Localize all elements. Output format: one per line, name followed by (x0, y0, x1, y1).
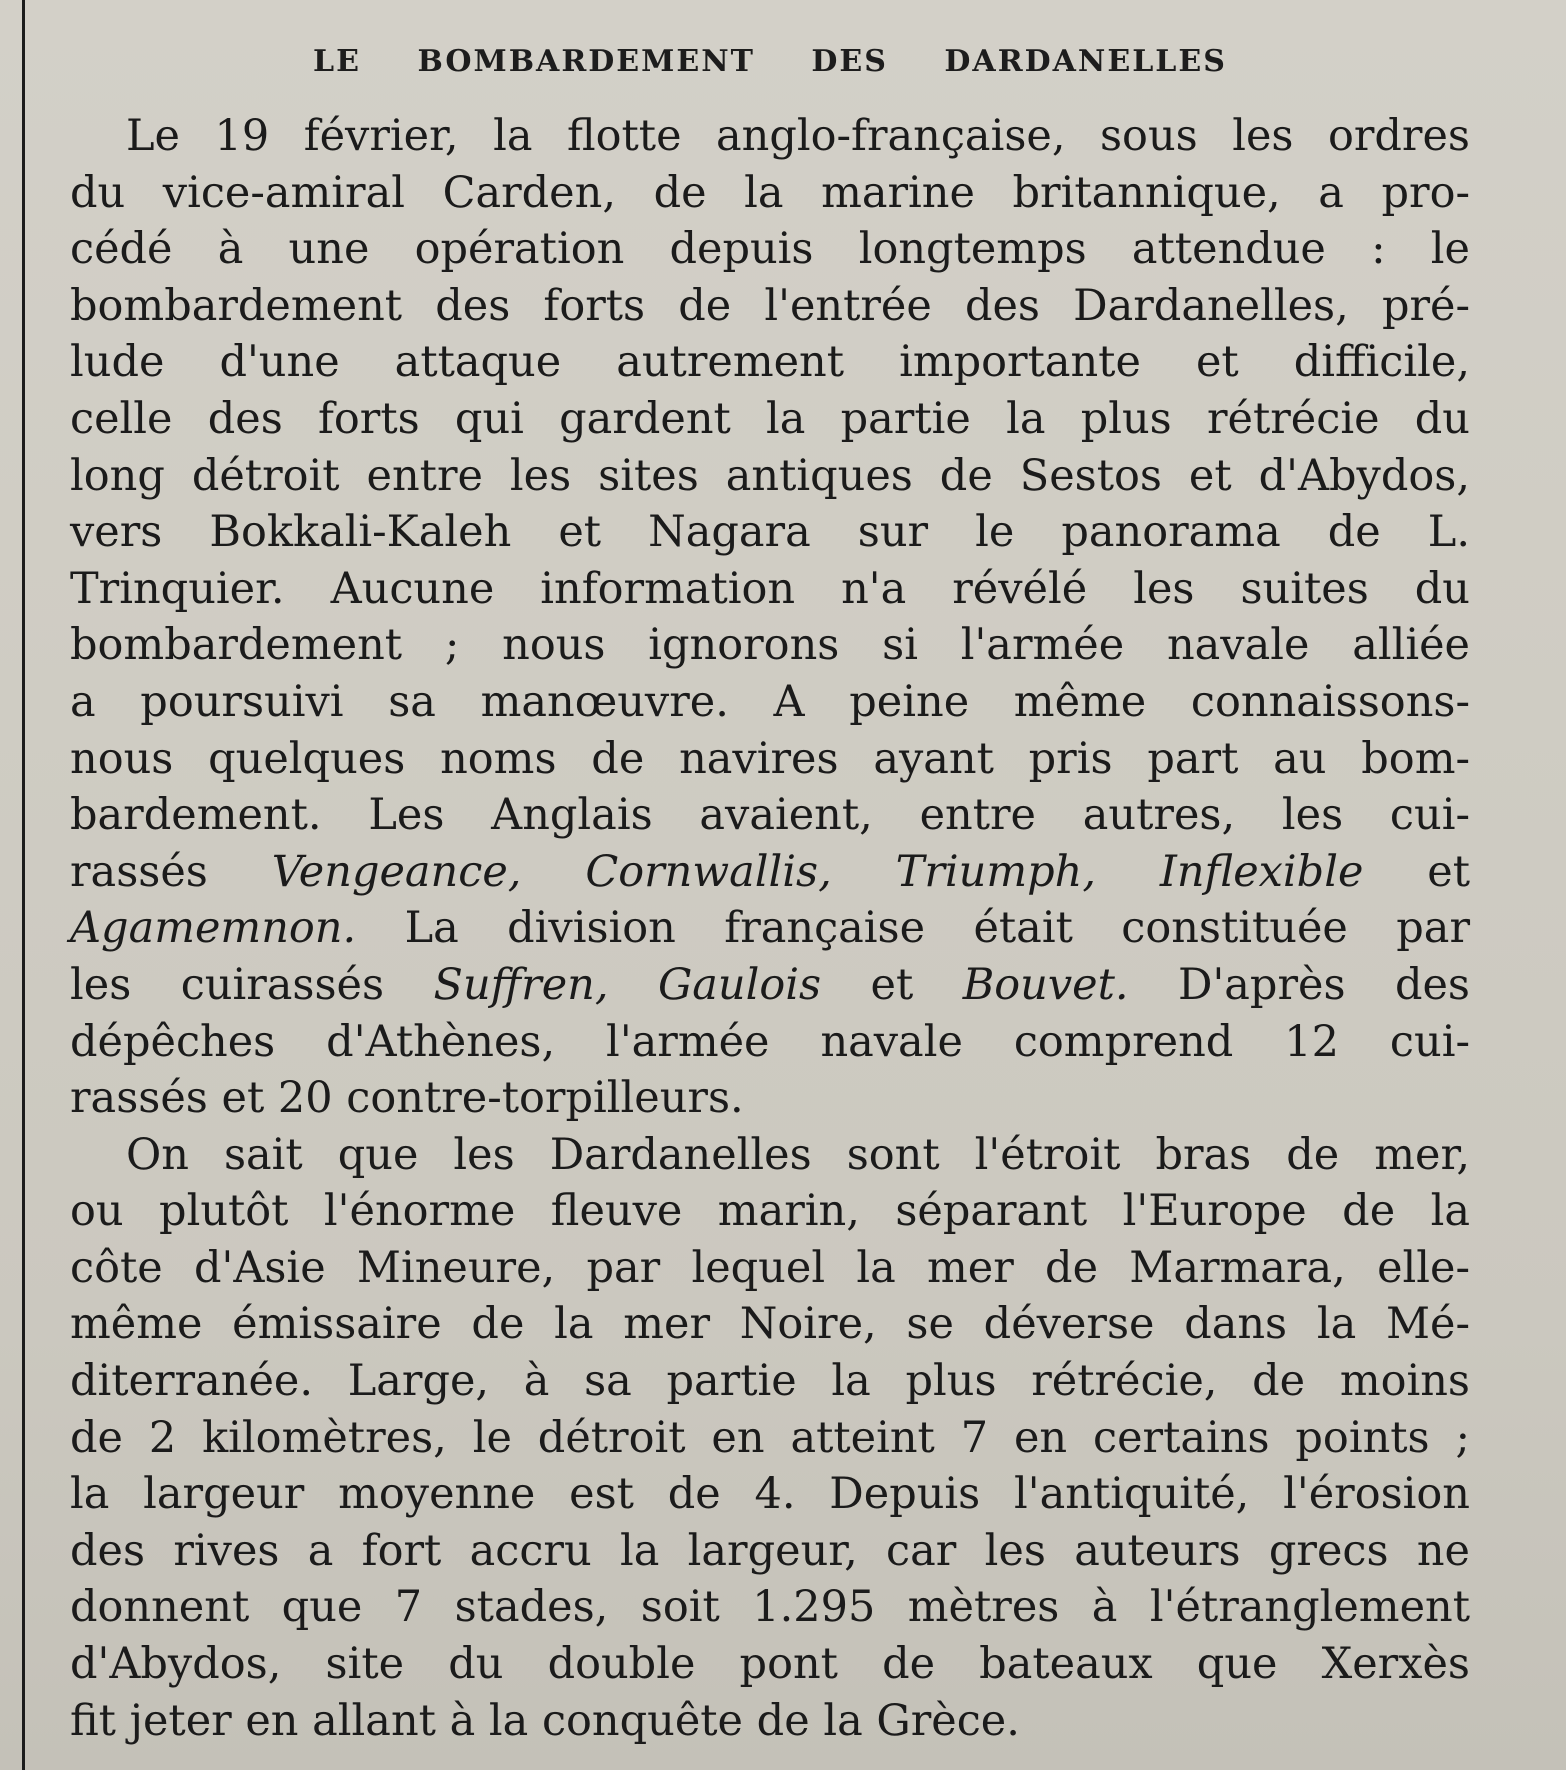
text-line: bardement. Les Anglais avaient, entre autres, les cui- (70, 790, 1470, 841)
text-fragment: les cuirassés (70, 959, 385, 1010)
text-fragment: et (870, 959, 914, 1010)
text-fragment: et (1427, 846, 1471, 897)
text-line: côte d'Asie Mineure, par lequel la mer de Marmara, elle- (70, 1242, 1470, 1293)
ship-name: Suffren, (433, 959, 609, 1010)
text-line: vers Bokkali-Kaleh et Nagara sur le panorama de L. (70, 507, 1470, 558)
text-line: ou plutôt l'énorme fleuve marin, séparant l'Europe de la (70, 1186, 1470, 1237)
text-line: diterranée. Large, à sa partie la plus rétrécie, de moins (70, 1356, 1470, 1407)
column-rule (22, 0, 25, 1770)
ship-name: Inflexible (1159, 846, 1364, 897)
text-line: On sait que les Dardanelles sont l'étroit bras de mer, (126, 1129, 1470, 1180)
text-line: a poursuivi sa manœuvre. A peine même connaissons- (70, 676, 1470, 727)
text-line: bombardement ; nous ignorons si l'armée navale alliée (70, 620, 1470, 671)
text-line: bombardement des forts de l'entrée des Dardanelles, pré- (70, 280, 1470, 331)
text-line: donnent que 7 stades, soit 1.295 mètres à l'étranglement (70, 1582, 1470, 1633)
text-line: cédé à une opération depuis longtemps attendue : le (70, 224, 1470, 275)
text-line: nous quelques noms de navires ayant pris part au bom- (70, 733, 1470, 784)
text-line (70, 844, 1470, 901)
text-line: celle des forts qui gardent la partie la plus rétrécie du (70, 393, 1470, 444)
text-line: des rives a fort accru la largeur, car les auteurs grecs ne (70, 1525, 1470, 1576)
ship-name: Cornwallis, (585, 846, 832, 897)
text-line (70, 900, 1470, 957)
text-line (70, 957, 1470, 1014)
text-line: long détroit entre les sites antiques de Sestos et d'Abydos, (70, 450, 1470, 501)
page-header: LE BOMBARDEMENT DES DARDANELLES (313, 44, 1227, 79)
text-fragment: La division française était constituée par (404, 903, 1470, 954)
text-line: lude d'une attaque autrement importante et difficile, (70, 337, 1470, 388)
text-line: même émissaire de la mer Noire, se déverse dans la Mé- (70, 1299, 1470, 1350)
text-line: rassés et 20 contre-torpilleurs. (70, 1073, 744, 1124)
ship-name: Agamemnon. (70, 903, 357, 954)
text-line: Trinquier. Aucune information n'a révélé les suites du (70, 563, 1470, 614)
text-line: Le 19 février, la flotte anglo-française, sous les ordres (126, 111, 1470, 161)
text-line: du vice-amiral Carden, de la marine britannique, a pro- (70, 167, 1470, 218)
text-fragment: rassés (70, 846, 208, 897)
article-body (70, 108, 1470, 1749)
text-line: fit jeter en allant à la conquête de la Grèce. (70, 1695, 1020, 1746)
ship-name: Vengeance, (271, 846, 522, 897)
text-line: dépêches d'Athènes, l'armée navale comprend 12 cui- (70, 1016, 1470, 1067)
ship-name: Triumph, (895, 846, 1097, 897)
text-line: la largeur moyenne est de 4. Depuis l'antiquité, l'érosion (70, 1469, 1470, 1520)
ship-name: Bouvet. (962, 959, 1129, 1010)
text-fragment: D'après des (1178, 959, 1470, 1010)
ship-name: Gaulois (657, 959, 822, 1010)
text-line: de 2 kilomètres, le détroit en atteint 7 en certains points ; (70, 1412, 1470, 1463)
text-line: d'Abydos, site du double pont de bateaux que Xerxès (70, 1639, 1470, 1690)
